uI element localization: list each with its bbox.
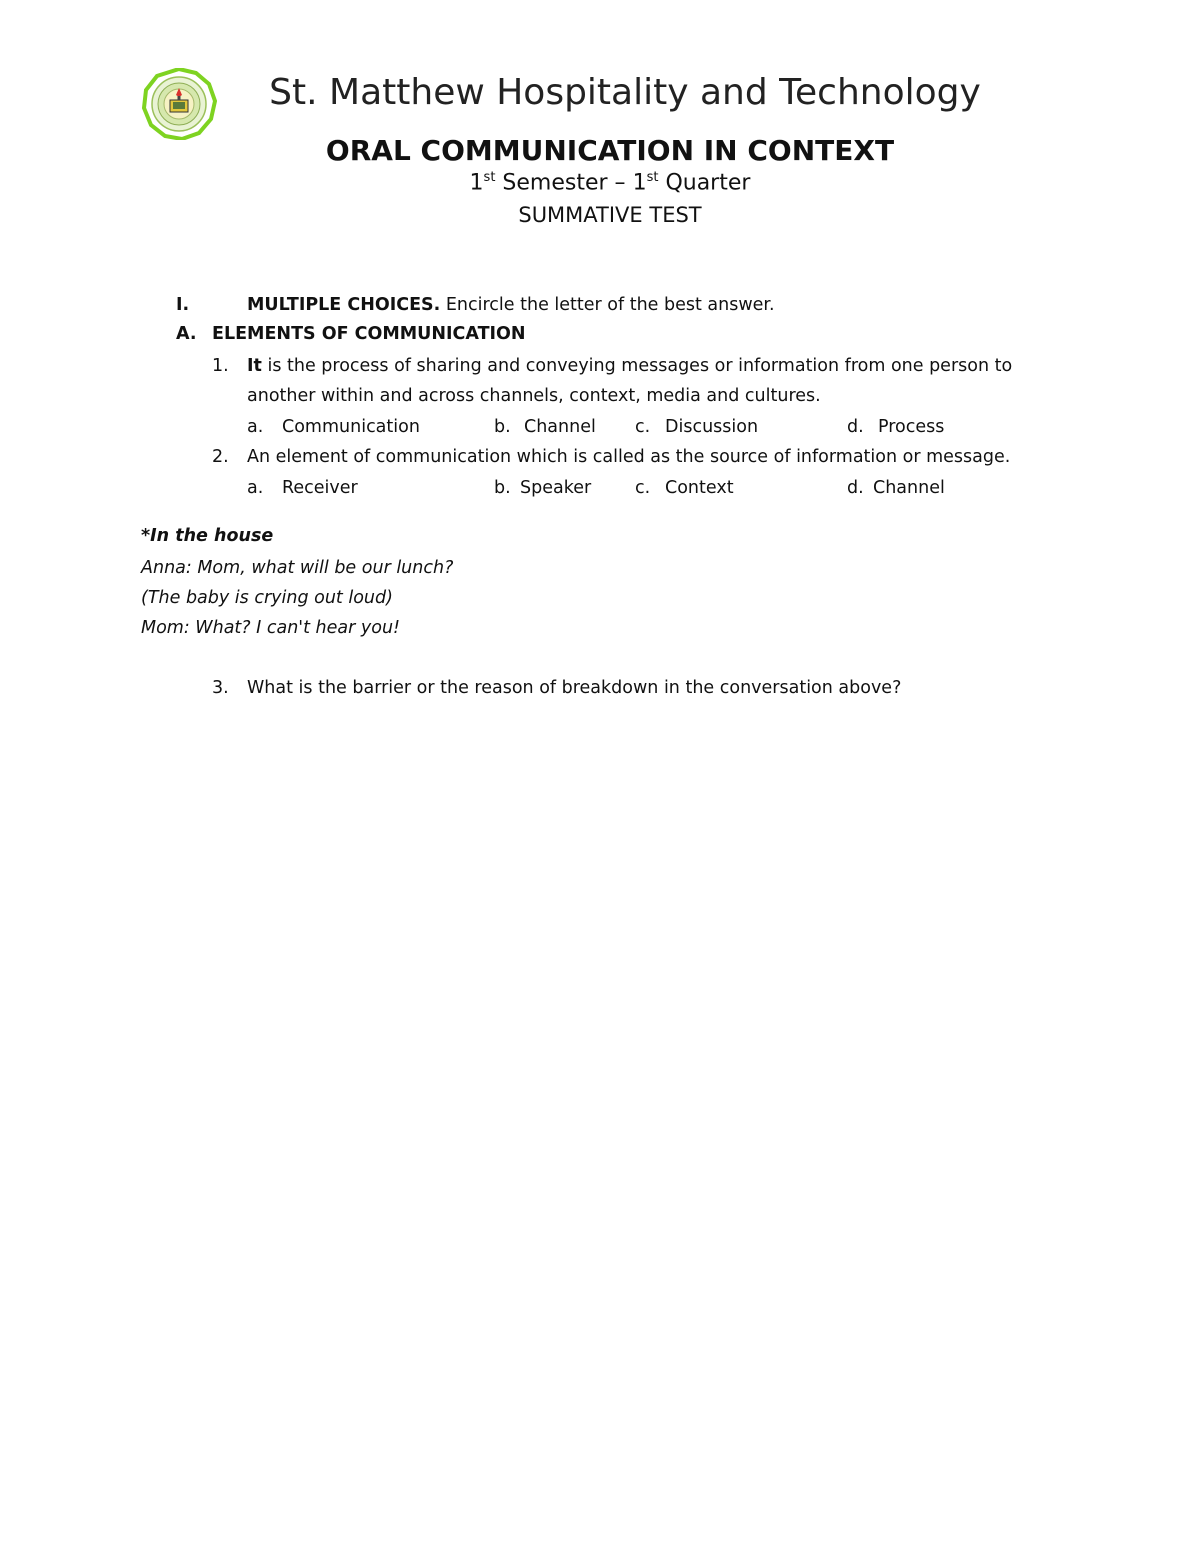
question-1-text xyxy=(247,356,1012,376)
quarter-number: 1 xyxy=(632,170,647,196)
semester-label: Semester – xyxy=(502,170,626,196)
dialogue-line: Mom: What? I can't hear you! xyxy=(141,618,401,638)
part-title: MULTIPLE CHOICES. xyxy=(247,295,441,315)
section-title: ELEMENTS OF COMMUNICATION xyxy=(212,324,526,344)
choice-text: Discussion xyxy=(665,417,759,437)
choice-letter[interactable]: b. xyxy=(494,478,511,498)
part-instruction: Encircle the letter of the best answer. xyxy=(445,295,775,315)
test-type: SUMMATIVE TEST xyxy=(518,203,702,227)
part-heading xyxy=(247,295,775,315)
semester-number: 1 xyxy=(469,170,484,196)
question-number: 1. xyxy=(212,356,229,376)
question-3-text: What is the barrier or the reason of breakdown in the conversation above? xyxy=(247,678,902,698)
choice-text: Process xyxy=(878,417,945,437)
part-numeral: I. xyxy=(176,295,190,315)
choice-text: Receiver xyxy=(282,478,358,498)
choice-letter[interactable]: c. xyxy=(635,478,651,498)
choice-letter[interactable]: b. xyxy=(494,417,511,437)
question-lead-word: It xyxy=(247,356,262,376)
choice-letter[interactable]: a. xyxy=(247,417,264,437)
choice-letter[interactable]: d. xyxy=(847,478,864,498)
choice-letter[interactable]: a. xyxy=(247,478,264,498)
dialogue-setting: *In the house xyxy=(141,526,274,546)
school-name: St. Matthew Hospitality and Technology xyxy=(269,72,981,113)
choice-text: Channel xyxy=(524,417,596,437)
dialogue-line: (The baby is crying out loud) xyxy=(141,588,393,608)
subject-title: ORAL COMMUNICATION IN CONTEXT xyxy=(325,134,895,167)
section-letter: A. xyxy=(176,324,197,344)
quarter-ordinal: st xyxy=(646,170,659,185)
question-number: 2. xyxy=(212,447,229,467)
choice-text: Communication xyxy=(282,417,420,437)
semester-quarter xyxy=(0,170,1200,195)
choice-text: Channel xyxy=(873,478,945,498)
choice-letter[interactable]: c. xyxy=(635,417,651,437)
question-line: is the process of sharing and conveying messages or information from one person to xyxy=(267,356,1013,376)
question-2-text: An element of communication which is called as the source of information or message. xyxy=(247,447,1011,467)
question-number: 3. xyxy=(212,678,229,698)
choice-letter[interactable]: d. xyxy=(847,417,864,437)
quarter-label: Quarter xyxy=(665,170,751,196)
semester-ordinal: st xyxy=(483,170,496,185)
school-name-wrapper xyxy=(0,70,1200,122)
choice-text: Speaker xyxy=(520,478,592,498)
question-1-line-2: another within and across channels, context, media and cultures. xyxy=(247,386,821,406)
dialogue-line: Anna: Mom, what will be our lunch? xyxy=(141,558,454,578)
choice-text: Context xyxy=(665,478,734,498)
